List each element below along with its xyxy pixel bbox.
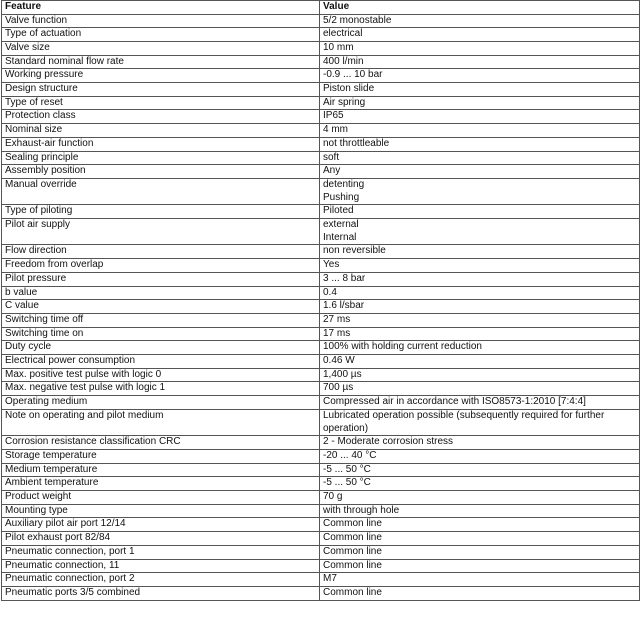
value-line: M7 <box>323 573 337 585</box>
value-cell <box>320 96 640 110</box>
value-cell <box>320 559 640 573</box>
table-row <box>2 83 640 97</box>
value-line: 4 mm <box>323 124 348 136</box>
value-line: 3 ... 8 bar <box>323 272 366 284</box>
feature-cell: Standard nominal flow rate <box>2 55 320 69</box>
table-row <box>2 491 640 505</box>
feature-cell: Sealing principle <box>2 151 320 165</box>
table-row <box>2 477 640 491</box>
table-row <box>2 110 640 124</box>
feature-cell: Flow direction <box>2 245 320 259</box>
value-cell <box>320 368 640 382</box>
table-row <box>2 55 640 69</box>
value-cell <box>320 491 640 505</box>
value-cell <box>320 463 640 477</box>
value-line: 0.4 <box>323 286 337 298</box>
value-cell <box>320 137 640 151</box>
value-cell <box>320 586 640 600</box>
feature-cell: Pilot exhaust port 82/84 <box>2 532 320 546</box>
feature-cell: Mounting type <box>2 504 320 518</box>
value-line: detenting <box>323 178 365 190</box>
value-cell <box>320 449 640 463</box>
feature-cell: Type of piloting <box>2 205 320 219</box>
value-cell <box>320 151 640 165</box>
table-row <box>2 286 640 300</box>
feature-cell: Max. positive test pulse with logic 0 <box>2 368 320 382</box>
table-row <box>2 586 640 600</box>
value-cell <box>320 124 640 138</box>
feature-cell: Pilot air supply <box>2 219 320 245</box>
value-line: Internal <box>323 231 357 243</box>
value-line: Yes <box>323 259 340 271</box>
table-row <box>2 559 640 573</box>
header-row <box>2 1 640 15</box>
feature-cell: b value <box>2 286 320 300</box>
value-cell <box>320 41 640 55</box>
feature-cell: Ambient temperature <box>2 477 320 491</box>
value-cell <box>320 110 640 124</box>
feature-cell: Freedom from overlap <box>2 259 320 273</box>
value-line: non reversible <box>323 245 386 257</box>
value-cell <box>320 545 640 559</box>
value-cell <box>320 165 640 179</box>
value-line: 2 - Moderate corrosion stress <box>323 436 454 448</box>
value-line: 1.6 l/sbar <box>323 300 365 312</box>
value-cell <box>320 55 640 69</box>
table-row <box>2 532 640 546</box>
feature-cell: Valve function <box>2 14 320 28</box>
value-line: 10 mm <box>323 41 354 53</box>
table-row <box>2 272 640 286</box>
value-line: with through hole <box>323 504 400 516</box>
feature-cell: Pneumatic connection, port 2 <box>2 573 320 587</box>
value-cell <box>320 532 640 546</box>
value-line: Compressed air in accordance with ISO8573-1:2010 [7:4:4] <box>323 396 586 408</box>
table-row <box>2 368 640 382</box>
value-cell <box>320 573 640 587</box>
value-cell <box>320 219 640 245</box>
table-row <box>2 518 640 532</box>
table-row <box>2 137 640 151</box>
table-row <box>2 327 640 341</box>
feature-cell: Type of reset <box>2 96 320 110</box>
value-line: not throttleable <box>323 137 390 149</box>
feature-cell: Electrical power consumption <box>2 355 320 369</box>
feature-cell: Operating medium <box>2 396 320 410</box>
feature-cell: Pilot pressure <box>2 272 320 286</box>
table-row <box>2 28 640 42</box>
value-line: external <box>323 219 359 231</box>
table-row <box>2 341 640 355</box>
spec-table <box>1 0 640 601</box>
feature-cell: Corrosion resistance classification CRC <box>2 436 320 450</box>
table-row <box>2 504 640 518</box>
value-cell <box>320 355 640 369</box>
feature-cell: Pneumatic connection, 11 <box>2 559 320 573</box>
value-cell <box>320 504 640 518</box>
table-row <box>2 96 640 110</box>
value-cell <box>320 205 640 219</box>
table-row <box>2 245 640 259</box>
value-cell <box>320 28 640 42</box>
feature-cell: Storage temperature <box>2 449 320 463</box>
feature-cell: Product weight <box>2 491 320 505</box>
table-row <box>2 41 640 55</box>
spec-body <box>2 14 640 600</box>
value-line: 27 ms <box>323 313 351 325</box>
table-row <box>2 545 640 559</box>
table-row <box>2 396 640 410</box>
value-line: -0.9 ... 10 bar <box>323 69 383 81</box>
table-row <box>2 219 640 245</box>
feature-cell: Note on operating and pilot medium <box>2 409 320 435</box>
value-header: Value <box>320 1 640 15</box>
table-row <box>2 124 640 138</box>
feature-cell: Pneumatic connection, port 1 <box>2 545 320 559</box>
value-line: -20 ... 40 °C <box>323 449 377 461</box>
value-line: 400 l/min <box>323 55 364 67</box>
value-line: 1,400 µs <box>323 368 362 380</box>
value-line: Common line <box>323 518 382 530</box>
table-row <box>2 259 640 273</box>
table-row <box>2 313 640 327</box>
value-cell <box>320 259 640 273</box>
value-line: IP65 <box>323 110 344 122</box>
feature-cell: Auxiliary pilot air port 12/14 <box>2 518 320 532</box>
feature-cell: Working pressure <box>2 69 320 83</box>
value-cell <box>320 341 640 355</box>
value-line: Common line <box>323 559 382 571</box>
value-cell <box>320 396 640 410</box>
value-line: Pushing <box>323 191 360 203</box>
table-row <box>2 355 640 369</box>
feature-cell: C value <box>2 300 320 314</box>
feature-cell: Max. negative test pulse with logic 1 <box>2 382 320 396</box>
table-row <box>2 300 640 314</box>
value-line: Piloted <box>323 205 354 217</box>
value-cell <box>320 178 640 204</box>
table-row <box>2 165 640 179</box>
value-cell <box>320 436 640 450</box>
value-cell <box>320 83 640 97</box>
table-row <box>2 69 640 83</box>
value-cell <box>320 286 640 300</box>
value-line: Common line <box>323 586 382 598</box>
value-line: Piston slide <box>323 83 375 95</box>
feature-cell: Valve size <box>2 41 320 55</box>
value-line: 700 µs <box>323 382 354 394</box>
value-cell <box>320 14 640 28</box>
value-line: 70 g <box>323 491 343 503</box>
table-row <box>2 151 640 165</box>
value-line: soft <box>323 151 340 163</box>
value-cell <box>320 272 640 286</box>
value-cell <box>320 477 640 491</box>
feature-cell: Duty cycle <box>2 341 320 355</box>
value-line: 5/2 monostable <box>323 14 392 26</box>
value-line: Lubricated operation possible (subsequently required for further <box>323 409 605 421</box>
value-line: -5 ... 50 °C <box>323 477 371 489</box>
feature-cell: Type of actuation <box>2 28 320 42</box>
value-cell <box>320 327 640 341</box>
value-cell <box>320 69 640 83</box>
value-cell <box>320 245 640 259</box>
value-cell <box>320 518 640 532</box>
feature-cell: Manual override <box>2 178 320 204</box>
table-row <box>2 409 640 435</box>
table-row <box>2 463 640 477</box>
table-row <box>2 178 640 204</box>
value-line: Common line <box>323 532 382 544</box>
table-row <box>2 205 640 219</box>
value-line: Air spring <box>323 96 366 108</box>
value-line: electrical <box>323 28 363 40</box>
table-row <box>2 436 640 450</box>
feature-cell: Protection class <box>2 110 320 124</box>
feature-cell: Design structure <box>2 83 320 97</box>
feature-cell: Exhaust-air function <box>2 137 320 151</box>
value-line: 0.46 W <box>323 355 355 367</box>
value-line: Any <box>323 165 341 177</box>
value-cell <box>320 300 640 314</box>
feature-cell: Pneumatic ports 3/5 combined <box>2 586 320 600</box>
value-line: -5 ... 50 °C <box>323 463 371 475</box>
value-cell <box>320 409 640 435</box>
table-row <box>2 449 640 463</box>
value-cell <box>320 382 640 396</box>
table-row <box>2 14 640 28</box>
value-line: Common line <box>323 545 382 557</box>
feature-cell: Nominal size <box>2 124 320 138</box>
value-cell <box>320 313 640 327</box>
value-line: operation) <box>323 422 369 434</box>
value-line: 17 ms <box>323 327 351 339</box>
table-row <box>2 573 640 587</box>
feature-header: Feature <box>2 1 320 15</box>
feature-cell: Switching time on <box>2 327 320 341</box>
value-line: 100% with holding current reduction <box>323 341 482 353</box>
feature-cell: Switching time off <box>2 313 320 327</box>
feature-cell: Medium temperature <box>2 463 320 477</box>
table-row <box>2 382 640 396</box>
feature-cell: Assembly position <box>2 165 320 179</box>
